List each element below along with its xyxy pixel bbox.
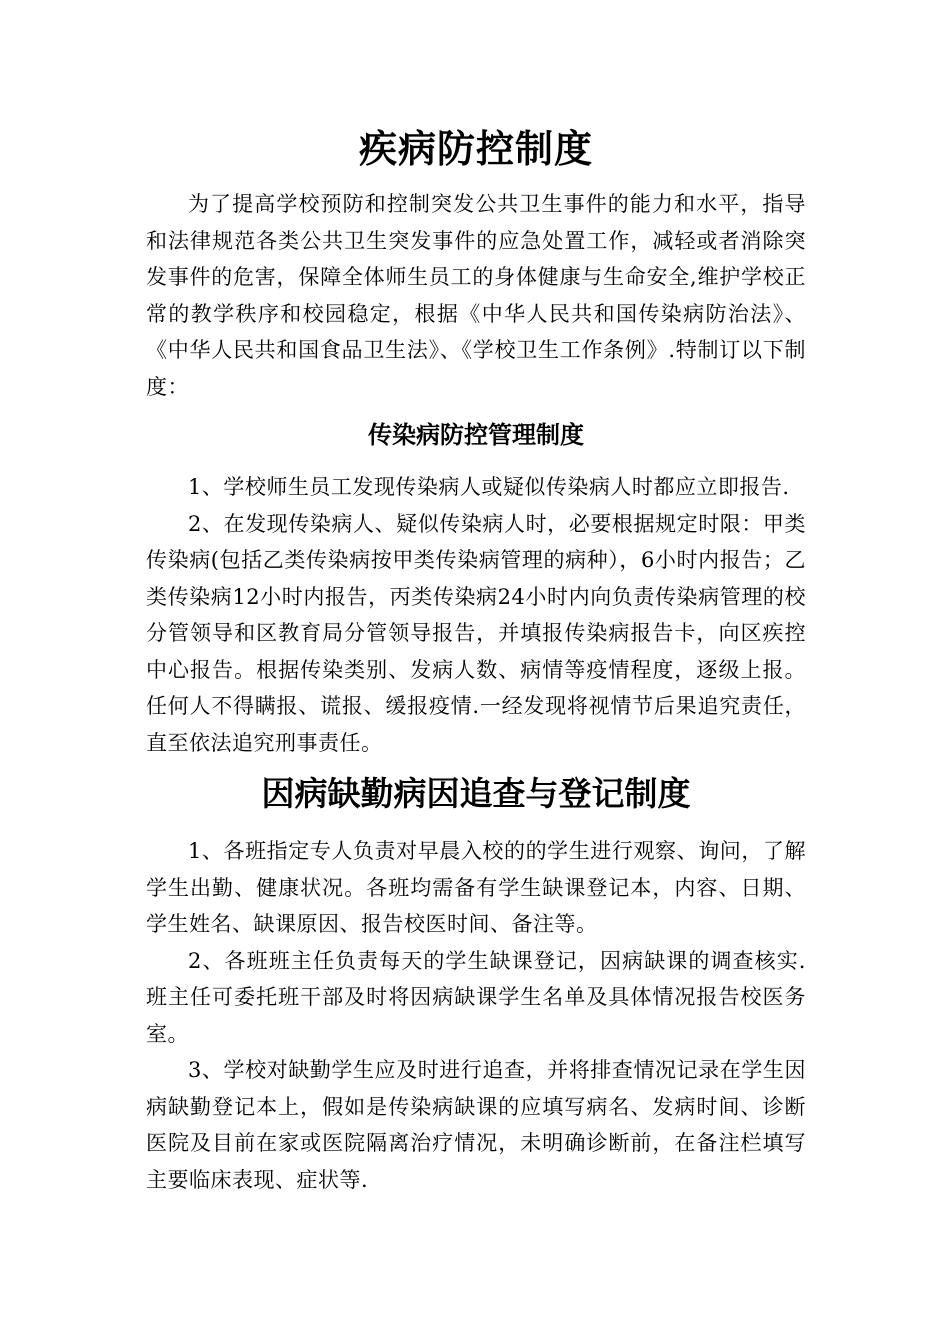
section2-item-1: 1、各班指定专人负责对早晨入校的的学生进行观察、询问，了解学生出勤、健康状况。各班均需备有学生缺课登记本，内容、日期、学生姓名、缺课原因、报告校医时间、备注等。 (146, 839, 806, 936)
intro-paragraph: 为了提高学校预防和控制突发公共卫生事件的能力和水平，指导和法律规范各类公共卫生突发事件的应急处置工作，减轻或者消除突发事件的危害，保障全体师生员工的身体健康与生命安全,维护学校正常的教学秩序和校园稳定，根据《中华人民共和国传染病防治法》、《中华人民共和国食品卫生法》、《学校卫生工作条例》.特制订以下制度： (146, 192, 806, 399)
section-heading-absence-tracking: 因病缺勤病因追查与登记制度 (261, 774, 691, 813)
section-heading-infectious-disease: 传染病防控管理制度 (368, 421, 584, 449)
document-page (146, 120, 806, 1198)
document-title: 疾病防控制度 (358, 127, 593, 171)
section2-item-3: 3、学校对缺勤学生应及时进行追查，并将排查情况记录在学生因病缺勤登记本上，假如是传染病缺课的应填写病名、发病时间、诊断医院及目前在家或医院隔离治疗情况，未明确诊断前，在备注栏填写主要临床表现、症状等. (146, 1058, 806, 1192)
section1-item-2: 2、在发现传染病人、疑似传染病人时，必要根据规定时限：甲类传染病(包括乙类传染病按甲类传染病管理的病种），6小时内报告；乙类传染病12小时内报告，丙类传染病24小时内向负责传染病管理的校分管领导和区教育局分管领导报告，并填报传染病报告卡，向区疾控中心报告。根据传染类别、发病人数、病情等疫情程度，逐级上报。任何人不得瞒报、谎报、缓报疫情.一经发现将视情节后果追究责任，直至依法追究刑事责任。 (146, 511, 806, 755)
section1-item-1: 1、学校师生员工发现传染病人或疑似传染病人时都应立即报告. (188, 475, 790, 499)
section2-item-2: 2、各班班主任负责每天的学生缺课登记，因病缺课的调查核实.班主任可委托班干部及时将因病缺课学生名单及具体情况报告校医务室。 (146, 948, 806, 1046)
